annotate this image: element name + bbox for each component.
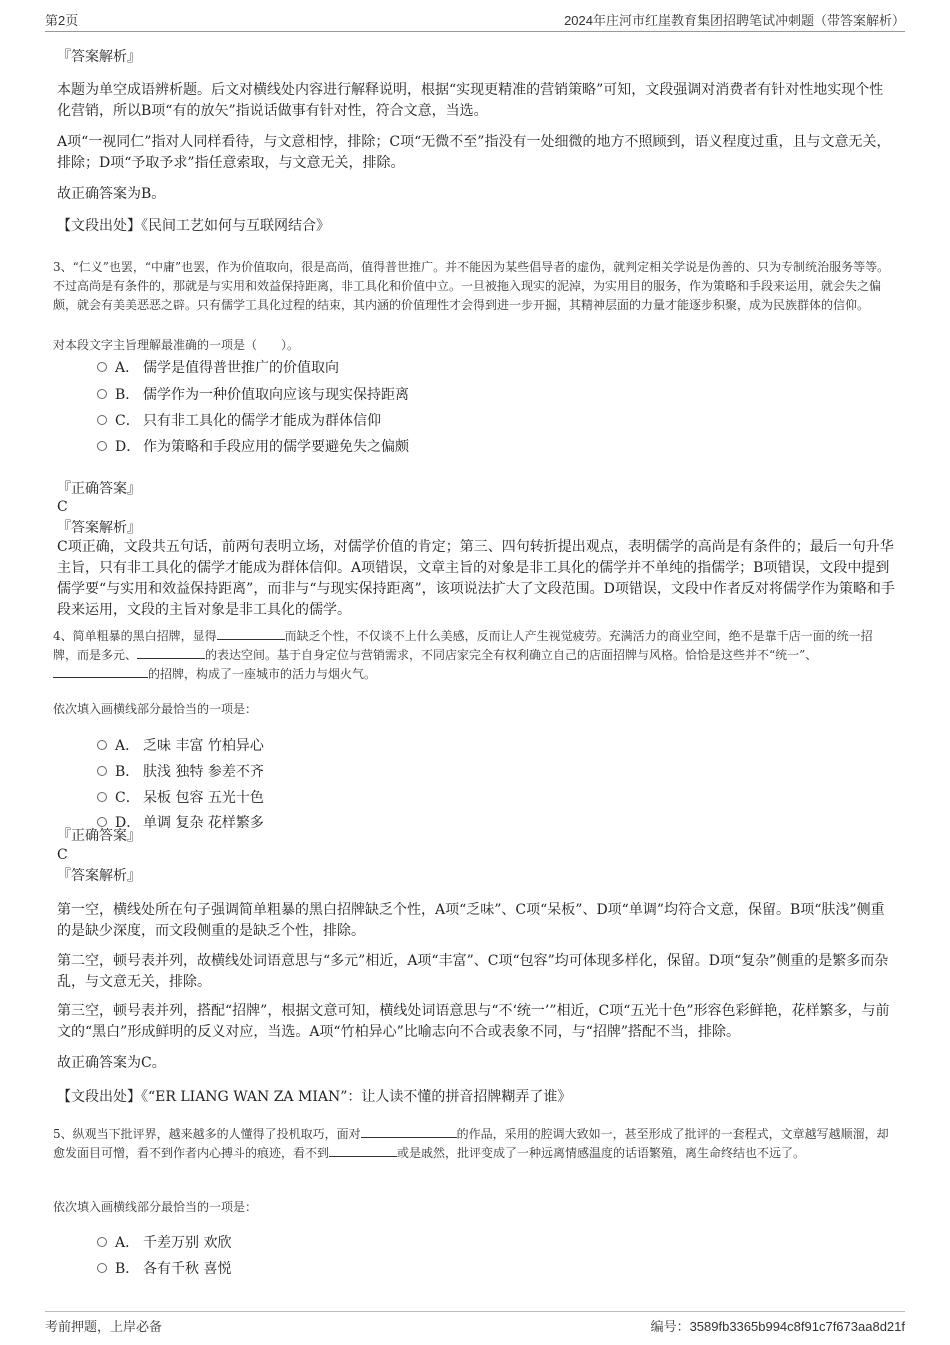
page-number: 第2页 (45, 13, 79, 28)
radio-icon[interactable] (97, 740, 107, 750)
blank-1 (217, 627, 285, 640)
radio-icon[interactable] (97, 1263, 107, 1273)
header-divider (45, 31, 905, 32)
document-id: 编号：3589fb3365b994c8f91c7f673aa8d21f (650, 1319, 905, 1334)
q4-analysis-p3: 第三空，顿号表并列，搭配“招牌”，根据文意可知，横线处词语意思与“不‘统一’”相近，C项“五光十色”形容色彩鲜艳，花样繁多，与前文的“黑白”形成鲜明的反义对应，当选。A项“竹柏异心”比喻志向不合或表象不同，与“招牌”搭配不当，排除。 (57, 1003, 890, 1040)
q3-question: 对本段文字主旨理解最准确的一项是（ ）。 (53, 338, 300, 352)
q3-stem: 3、“仁义”也罢，“中庸”也罢，作为价值取向，很是高尚，值得普世推广。并不能因为某些倡导者的虚伪，就判定相关学说是伪善的、只为专制统治服务等等。不过高尚是有条件的，那就是与实用和效益保持距离，非工具化和价值中立。一旦被拖入现实的泥淖，为实用目的服务，作为策略和手段来运用，就会失之偏颇，就会有美美恶恶之辟。只有儒学工具化过程的结束，其内涵的价值理性才会得到进一步开掘，其精神层面的力量才能逐步积聚，成为民族群体的信仰。 (53, 260, 890, 312)
radio-icon[interactable] (97, 389, 107, 399)
q4-option-d[interactable]: D． 单调 复杂 花样繁多 (97, 813, 264, 833)
q4-question: 依次填入画横线部分最恰当的一项是： (53, 702, 258, 716)
q3-answer: C (57, 499, 68, 515)
prev-analysis-conclusion: 故正确答案为B。 (57, 186, 166, 202)
radio-icon[interactable] (97, 1237, 107, 1247)
q4-analysis-label: 『答案解析』 (57, 868, 141, 884)
footer-slogan: 考前押题，上岸必备 (45, 1319, 163, 1334)
q4-source: 【文段出处】《“ER LIANG WAN ZA MIAN”：让人读不懂的拼音招牌糊弄了谁》 (57, 1089, 572, 1105)
q4-analysis-conclusion: 故正确答案为C。 (57, 1055, 166, 1071)
q3-option-d[interactable]: D． 作为策略和手段应用的儒学要避免失之偏颇 (97, 437, 409, 457)
q5-option-b[interactable]: B． 各有千秋 喜悦 (97, 1259, 231, 1279)
q4-answer: C (57, 847, 68, 863)
blank-1 (361, 1125, 457, 1138)
q3-option-c[interactable]: C． 只有非工具化的儒学才能成为群体信仰 (97, 411, 381, 431)
q4-option-a[interactable]: A． 乏味 丰富 竹柏异心 (97, 736, 264, 756)
q3-analysis-label: 『答案解析』 (57, 520, 141, 536)
radio-icon[interactable] (97, 362, 107, 372)
q4-analysis-p1: 第一空，横线处所在句子强调简单粗暴的黑白招牌缺乏个性，A项“乏味”、C项“呆板”、D项“单调”均符合文意，保留。B项“肤浅”侧重的是缺少深度，而文段侧重的是缺乏个性，排除。 (57, 902, 885, 939)
q5-question: 依次填入画横线部分最恰当的一项是： (53, 1200, 258, 1214)
prev-analysis-p2: A项“一视同仁”指对人同样看待，与文意相悖，排除；C项“无微不至”指没有一处细微的地方不照顾到，语义程度过重，且与文意无关，排除；D项“予取予求”指任意索取，与文意无关，排除。 (57, 134, 891, 171)
q5-stem: 5、纵观当下批评界，越来越多的人懂得了投机取巧，面对 的作品，采用的腔调大致如一，甚至形成了批评的一套程式，文章越写越顺溜，却愈发面目可憎，看不到作者内心搏斗的痕迹，看不到 或是戚然，批评变成了一种远离情感温度的话语繁殖，离生命终结也不远了。 (53, 1127, 889, 1160)
q4-analysis-p2: 第二空，顿号表并列，故横线处词语意思与“多元”相近，A项“丰富”、C项“包容”均可体现多样化，保留。D项“复杂”侧重的是繁多而杂乱，与文意无关，排除。 (57, 953, 889, 990)
prev-analysis-label: 『答案解析』 (57, 49, 141, 65)
q3-analysis: C项正确，文段共五句话，前两句表明立场，对儒学价值的肯定；第三、四句转折提出观点，表明儒学的高尚是有条件的；最后一句升华主旨，只有非工具化的儒学才能成为群体信仰。A项错误，文章主旨的对象是非工具化的儒学并不单纯的指儒学；B项错误，文段中提到儒学要“与实用和效益保持距离”，而非与“与现实保持距离”，该项说法扩大了文段范围。D项错误，文段中作者反对将儒学作为策略和手段来运用，文段的主旨对象是非工具化的儒学。 (57, 539, 895, 618)
q5-option-a[interactable]: A． 千差万别 欢欣 (97, 1233, 231, 1253)
q4-option-b[interactable]: B． 肤浅 独特 参差不齐 (97, 762, 264, 782)
blank-2 (329, 1144, 397, 1157)
q4-answer-label: 『正确答案』 (57, 828, 141, 844)
q3-option-a[interactable]: A． 儒学是值得普世推广的价值取向 (97, 358, 339, 378)
prev-source: 【文段出处】《民间工艺如何与互联网结合》 (57, 218, 330, 234)
footer-divider (45, 1311, 905, 1312)
document-title: 2024年庄河市红崖教育集团招聘笔试冲刺题（带答案解析） (564, 13, 905, 28)
blank-3 (53, 665, 148, 678)
radio-icon[interactable] (97, 792, 107, 802)
radio-icon[interactable] (97, 441, 107, 451)
q3-answer-label: 『正确答案』 (57, 481, 141, 497)
q4-option-c[interactable]: C． 呆板 包容 五光十色 (97, 788, 264, 808)
q4-stem: 4、简单粗暴的黑白招牌，显得 而缺乏个性，不仅谈不上什么美感，反而让人产生视觉疲劳。充满活力的商业空间，绝不是靠千店一面的统一招牌，而是多元、 的表达空间。基于自身定位与营销需求，不同店家完全有权利确立自己的店面招牌与风格。恰恰是这些并不“统一”、的招牌，构成了一座城市的活力与烟火气。 (53, 629, 873, 681)
radio-icon[interactable] (97, 766, 107, 776)
radio-icon[interactable] (97, 415, 107, 425)
q3-option-b[interactable]: B． 儒学作为一种价值取向应该与现实保持距离 (97, 385, 409, 405)
prev-analysis-p1: 本题为单空成语辨析题。后文对横线处内容进行解释说明，根据“实现更精准的营销策略”可知，文段强调对消费者有针对性地实现个性化营销，所以B项“有的放矢”指说话做事有针对性，符合文意，当选。 (57, 82, 884, 119)
blank-2 (137, 646, 205, 659)
